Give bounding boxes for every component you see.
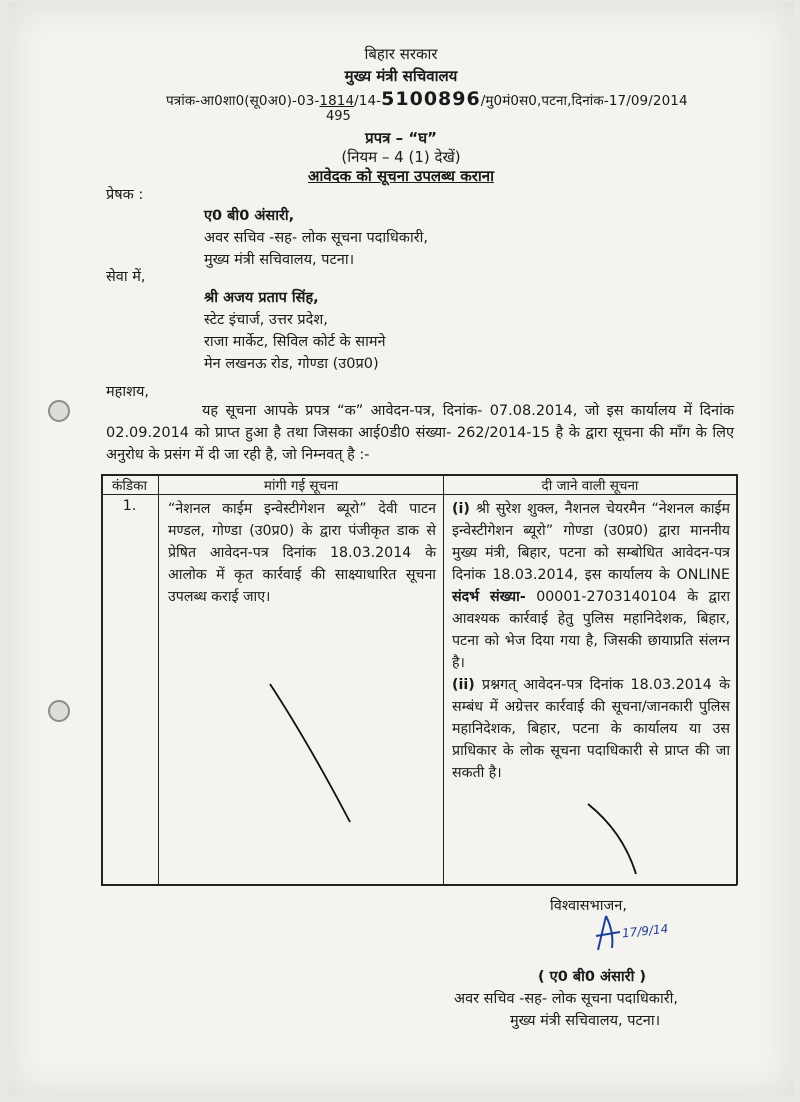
recipient-name: श्री अजय प्रताप सिंह, (204, 290, 319, 306)
response-point-ii: (ii) प्रश्नगत् आवेदन-पत्र दिनांक 18.03.2014 के सम्बंध में अग्रेत्तर कार्रवाई की सूचना/जानकारी पुलिस महानिदेशक, बिहार, पटना के कार्यालय या उस प्राधिकार के लोक सूचना पदाधिकारी से प्राप्त की जा सकती है। (452, 677, 730, 781)
closing-yours: विश्वासभाजन, (550, 898, 627, 914)
recipient-label: सेवा में, (106, 269, 146, 285)
recipient-line1: स्टेट इंचार्ज, उत्तर प्रदेश, (204, 312, 328, 328)
recipient-line2: राजा मार्केट, सिविल कोर्ट के सामने (204, 334, 386, 350)
closing-designation: अवर सचिव -सह- लोक सूचना पदाधिकारी, (454, 991, 678, 1007)
sender-office: मुख्य मंत्री सचिवालय, पटना। (204, 252, 355, 268)
office-name: मुख्य मंत्री सचिवालय (344, 67, 458, 85)
letter-page (8, 2, 794, 1096)
signature-date: 17/9/14 (621, 921, 669, 941)
body-paragraph: यह सूचना आपके प्रपत्र “क” आवेदन-पत्र, दिनांक- 07.08.2014, जो इस कार्यालय में दिनांक 02.09.2014 को प्राप्त हुआ है तथा जिसका आई0डी0 संख्या- 262/2014-15 है के द्वारा सूचना की माँग के लिए अनुरोध के प्रसंग में दी जा रही है, जो निम्नवत् है :- (106, 403, 734, 463)
closing-name: ( ए0 बी0 अंसारी ) (538, 969, 646, 985)
reference-extra: 495 (326, 109, 351, 124)
closing-office: मुख्य मंत्री सचिवालय, पटना। (510, 1013, 661, 1029)
sender-name: ए0 बी0 अंसारी, (204, 208, 295, 224)
response-point-i: (i) श्री सुरेश शुक्ल, नैशनल चेयरमैन “नेशनल काईम इन्वेस्टीगेशन ब्यूरो” गोण्डा (उ0प्र0) द्वारा माननीय मुख्य मंत्री, बिहार, पटना को सम्बोधित आवेदन-पत्र दिनांक 18.03.2014, इस कार्यालय के ONLINE संदर्भ संख्या- 00001-2703140104 के द्वारा आवश्यक कार्रवाई हेतु पुलिस महानिदेशक, बिहार, पटना को भेज दिया गया है, जिसकी छायाप्रति संलग्न है। (452, 501, 730, 671)
salutation: महाशय, (106, 384, 150, 400)
signature-image (8, 2, 794, 1096)
table-row-number: 1. (122, 498, 137, 514)
requested-info-cell: “नेशनल काईम इन्वेस्टीगेशन ब्यूरो” देवी पाटन मण्डल, गोण्डा (उ0प्र0) के द्वारा पंजीकृत डाक से प्रेषित आवेदन-पत्र दिनांक 18.03.2014 के आलोक में कृत कार्रवाई की साक्ष्याधारित सूचना उपलब्ध कराई जाए। (168, 501, 436, 605)
reference-number: पत्रांक-आ0शा0(सू0अ0)-03-1814/14-5100896/मु0मं0स0,पटना,दिनांक-17/09/2014 (166, 88, 688, 110)
table-header-response: दी जाने वाली सूचना (541, 478, 639, 494)
table-header-serial: कंडिका (112, 478, 147, 494)
recipient-line3: मेन लखनऊ रोड, गोण्डा (उ0प्र0) (204, 356, 379, 372)
sender-label: प्रेषक : (106, 187, 144, 203)
subject-line: आवेदक को सूचना उपलब्ध कराना (308, 167, 494, 185)
rule-reference: (नियम – 4 (1) देखें) (341, 148, 461, 166)
sender-designation: अवर सचिव -सह- लोक सूचना पदाधिकारी, (204, 230, 428, 246)
form-title: प्रपत्र – “घ” (365, 129, 437, 147)
table-header-requested: मांगी गई सूचना (263, 478, 339, 494)
govt-name: बिहार सरकार (364, 45, 438, 63)
